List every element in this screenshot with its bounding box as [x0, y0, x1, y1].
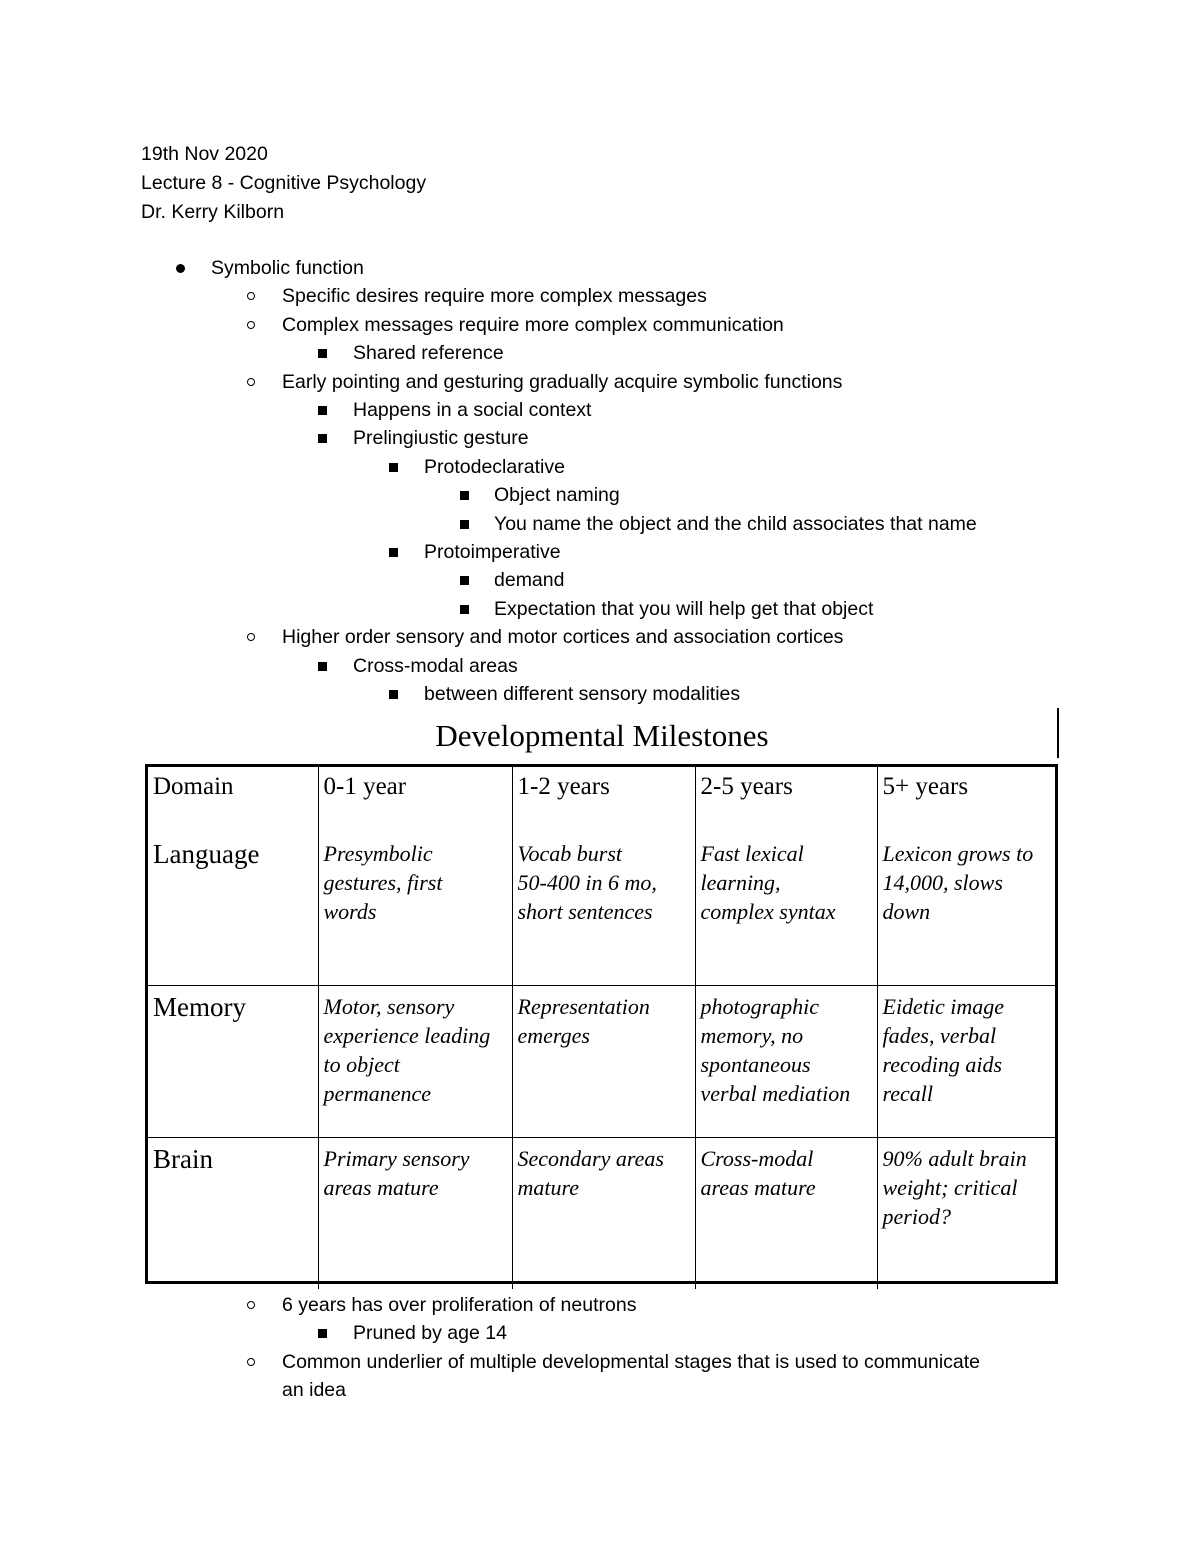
cell-line: gestures, first — [323, 870, 443, 895]
table-cell — [877, 833, 1055, 985]
bullet-circle-icon — [247, 292, 255, 300]
table-cell — [512, 833, 695, 985]
outline-item: Expectation that you will help get that object — [494, 597, 874, 620]
cell-line: words — [323, 899, 377, 924]
table-title: Developmental Milestones — [435, 718, 769, 753]
bullet-square-icon — [318, 1329, 327, 1338]
row-domain-cell: Brain — [148, 1137, 318, 1289]
header-cell: Domain — [148, 767, 318, 833]
outline-item: You name the object and the child associates that name — [494, 512, 977, 535]
cell-line: spontaneous — [700, 1051, 811, 1077]
bullet-square-icon — [389, 548, 398, 557]
outline-item: Protoimperative — [424, 541, 561, 563]
lecturer-name: Dr. Kerry Kilborn — [141, 201, 285, 223]
cell-line: experience leading — [323, 1022, 491, 1048]
table-header-row — [148, 767, 1055, 833]
table-cell — [512, 985, 695, 1137]
row-domain-cell: Memory — [148, 985, 318, 1137]
cell-line: 14,000, slows — [882, 870, 1003, 895]
outline-item: 6 years has over proliferation of neutrons — [282, 1294, 637, 1316]
table-cell — [695, 1137, 877, 1289]
table-row — [148, 1137, 1055, 1289]
cell-line: 90% adult brain — [882, 1145, 1027, 1171]
bullet-circle-icon — [247, 1301, 255, 1309]
table-cell — [318, 1137, 512, 1289]
cell-line: fades, verbal — [882, 1022, 997, 1048]
outline-item: Complex messages require more complex communication — [282, 313, 784, 336]
table-cell — [512, 1137, 695, 1289]
cell-line: Presymbolic — [323, 841, 433, 866]
cell-line: photographic — [700, 993, 820, 1019]
cell-line: to object — [323, 1051, 400, 1077]
cell-line: permanence — [323, 1080, 432, 1106]
table-cell — [318, 833, 512, 985]
cell-line: Cross-modal — [700, 1145, 814, 1171]
cell-line: areas mature — [700, 1174, 816, 1200]
cell-line: areas mature — [323, 1174, 439, 1200]
cell-line: Primary sensory — [323, 1145, 470, 1171]
lecture-date: 19th Nov 2020 — [141, 143, 268, 165]
bullet-square-icon — [389, 463, 398, 472]
outline-item: demand — [494, 569, 565, 592]
cell-line: Secondary areas — [517, 1145, 664, 1171]
cell-line: period? — [882, 1203, 951, 1229]
bullet-disc-icon — [176, 264, 185, 273]
table-cell — [877, 1137, 1055, 1289]
bullet-square-icon — [389, 690, 398, 699]
outline-item: between different sensory modalities — [424, 683, 741, 705]
header-cell: 2-5 years — [695, 767, 877, 833]
bullet-circle-icon — [247, 321, 255, 329]
row-domain-cell: Language — [148, 833, 318, 985]
outline-item: Prelingiustic gesture — [353, 427, 529, 450]
bullet-square-icon — [318, 406, 327, 415]
bullet-square-icon — [460, 576, 469, 585]
cell-line: mature — [517, 1174, 580, 1200]
milestones-table — [145, 764, 1058, 1284]
bullet-square-icon — [318, 349, 327, 358]
cell-line: weight; critical — [882, 1174, 1018, 1200]
header-cell: 1-2 years — [512, 767, 695, 833]
cell-line: recoding aids — [882, 1051, 1003, 1077]
cell-line: learning, — [700, 870, 781, 895]
milestones-table-image — [144, 708, 1060, 1290]
cell-line: emerges — [517, 1022, 590, 1048]
header-cell: 0-1 year — [318, 767, 512, 833]
cell-line: complex syntax — [700, 899, 836, 924]
cell-line: Fast lexical — [700, 841, 804, 866]
bullet-square-icon — [460, 605, 469, 614]
table-row — [148, 985, 1055, 1137]
bullet-square-icon — [318, 434, 327, 443]
cell-line: Representation — [517, 993, 650, 1019]
table-cell — [318, 985, 512, 1137]
outline-item: Shared reference — [353, 342, 504, 365]
outline-item: an idea — [282, 1379, 346, 1402]
cell-line: short sentences — [517, 899, 653, 924]
bullet-square-icon — [460, 491, 469, 500]
bullet-square-icon — [318, 662, 327, 671]
outline-item: Common underlier of multiple developmental stages that is used to communicate — [282, 1350, 981, 1373]
outline-item: Specific desires require more complex messages — [282, 285, 707, 308]
lecture-title: Lecture 8 - Cognitive Psychology — [141, 172, 427, 194]
cell-line: Lexicon grows to — [882, 841, 1034, 866]
outline-item: Symbolic function — [211, 257, 364, 279]
bullet-circle-icon — [247, 1358, 255, 1366]
cell-line: 50-400 in 6 mo, — [517, 870, 657, 895]
header-cell: 5+ years — [877, 767, 1055, 833]
outline-item: Pruned by age 14 — [353, 1322, 507, 1345]
outline-item: Protodeclarative — [424, 455, 565, 478]
cell-line: recall — [882, 1080, 933, 1106]
table-row — [148, 833, 1055, 985]
cell-line: memory, no — [700, 1022, 804, 1048]
outline-item: Higher order sensory and motor cortices and association cortices — [282, 626, 844, 649]
table-cell — [695, 833, 877, 985]
table-cell — [695, 985, 877, 1137]
outline-item: Happens in a social context — [353, 399, 592, 421]
cell-line: Vocab burst — [517, 841, 622, 866]
outline-item: Cross-modal areas — [353, 654, 518, 677]
bullet-square-icon — [460, 520, 469, 529]
outline-item: Early pointing and gesturing gradually acquire symbolic functions — [282, 370, 843, 393]
cell-line: verbal mediation — [700, 1080, 851, 1106]
table-cell — [877, 985, 1055, 1137]
cell-line: Motor, sensory — [323, 993, 455, 1019]
outline-item: Object naming — [494, 484, 620, 507]
bullet-circle-icon — [247, 633, 255, 641]
cell-line: Eidetic image — [882, 993, 1005, 1019]
bullet-circle-icon — [247, 378, 255, 386]
cell-line: down — [882, 899, 931, 924]
